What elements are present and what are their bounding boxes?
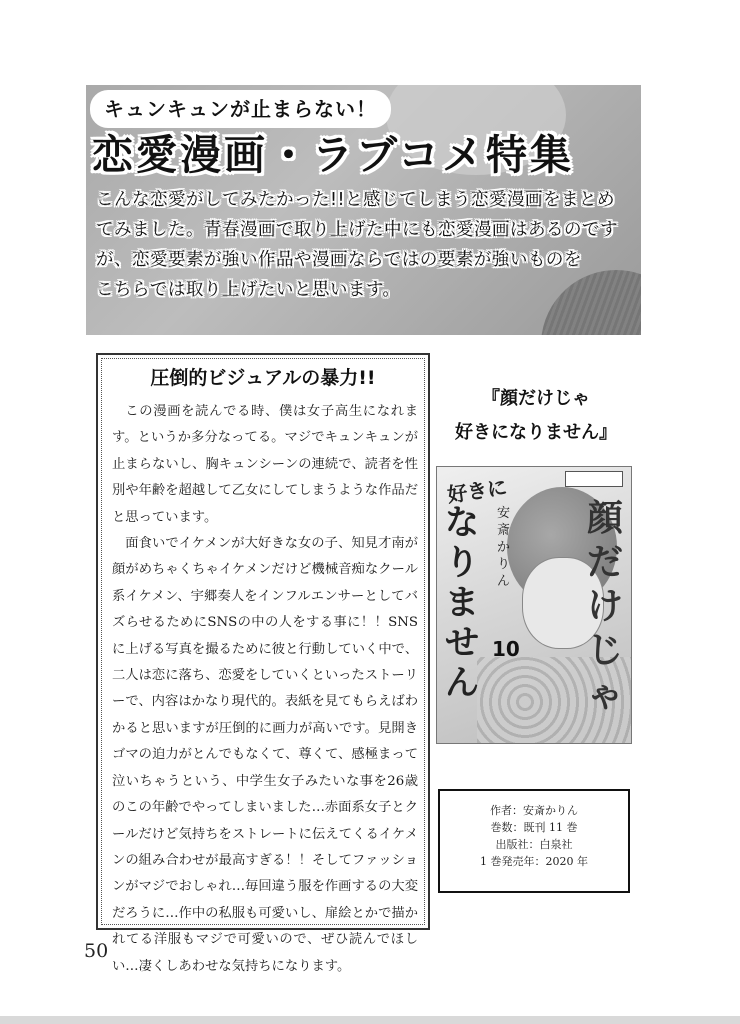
feature-title: 恋愛漫画・ラブコメ特集	[92, 131, 574, 179]
intro-line: が、恋愛要素が強い作品や漫画ならではの要素が強いものを	[96, 250, 582, 270]
book-title	[436, 382, 636, 450]
cover-author: 安斎かりん	[497, 506, 511, 589]
feature-banner	[86, 85, 641, 335]
book-cover-image	[436, 466, 632, 744]
feature-intro	[96, 185, 641, 305]
intro-line: こちらでは取り上げたいと思います。	[96, 280, 401, 300]
cover-title-large: 顔だけじゃ	[587, 498, 624, 715]
intro-line: こんな恋愛がしてみたかった!!と感じてしまう恋愛漫画をまとめ	[96, 190, 616, 210]
page-bottom-edge	[0, 1016, 740, 1024]
review-paragraph: この漫画を読んでる時、僕は女子高生になれます。というか多分なってる。マジでキュンキュンが止まらないし、胸キュンシーンの連続で、読者を性別や年齢を超越して乙女にしてしまうような作品だと思っています。	[112, 404, 418, 525]
book-title-line: 好きになりません』	[455, 422, 617, 443]
review-paragraph: 面食いでイケメンが大好きな女の子、知見才南が顔がめちゃくちゃイケメンだけど機械音痴なクール系イケメン、宇郷奏人をインフルエンサーとしてバズらせるためにSNSの中の人をする事に！！SNSに上げる写真を撮るために彼と行動していく中で、二人は恋に落ち、恋愛をしていくといったストーリーで、内容はかなり現代的。表紙を見てもらえばわかると思いますが圧倒的に画力が高いです。見開きゴマの迫力がとんでもなくて、尊くて、感極まって泣いちゃうという、中学生女子みたいな事を26歳のこの年齢でやってしまいました…赤面系女子とクールだけど気持ちをストレートに伝えてくるイケメンの組み合わせが最高すぎる！！そしてファッションがマジでおしゃれ…毎回違う服を作画するの大変だろうに…作中の私服も可愛いし、扉絵とかで描かれてる洋服もマジで可愛いので、ぜひ読んでほしい…凄くしあわせな気持ちになります。	[112, 536, 418, 974]
info-publisher: 出版社：白泉社	[495, 838, 573, 851]
cover-title-side: なりません	[445, 503, 479, 703]
book-title-line: 『顔だけじゃ	[482, 388, 590, 409]
review-body	[112, 399, 418, 980]
page-number: 50	[84, 940, 109, 962]
catchphrase: キュンキュンが止まらない！	[90, 90, 391, 128]
info-first-release: 1 巻発売年：2020 年	[480, 855, 588, 868]
info-author: 作者：安斎かりん	[490, 804, 578, 817]
cover-volume-number: 10	[492, 637, 520, 661]
review-heading: 圧倒的ビジュアルの暴力!!	[150, 367, 376, 389]
book-info-box	[438, 789, 630, 893]
info-volumes: 巻数：既刊 11 巻	[490, 821, 578, 834]
intro-line: てみました。青春漫画で取り上げた中にも恋愛漫画はあるのです	[96, 220, 618, 240]
publisher-label-icon	[565, 471, 623, 487]
cover-title-small: 好きに	[445, 474, 509, 508]
